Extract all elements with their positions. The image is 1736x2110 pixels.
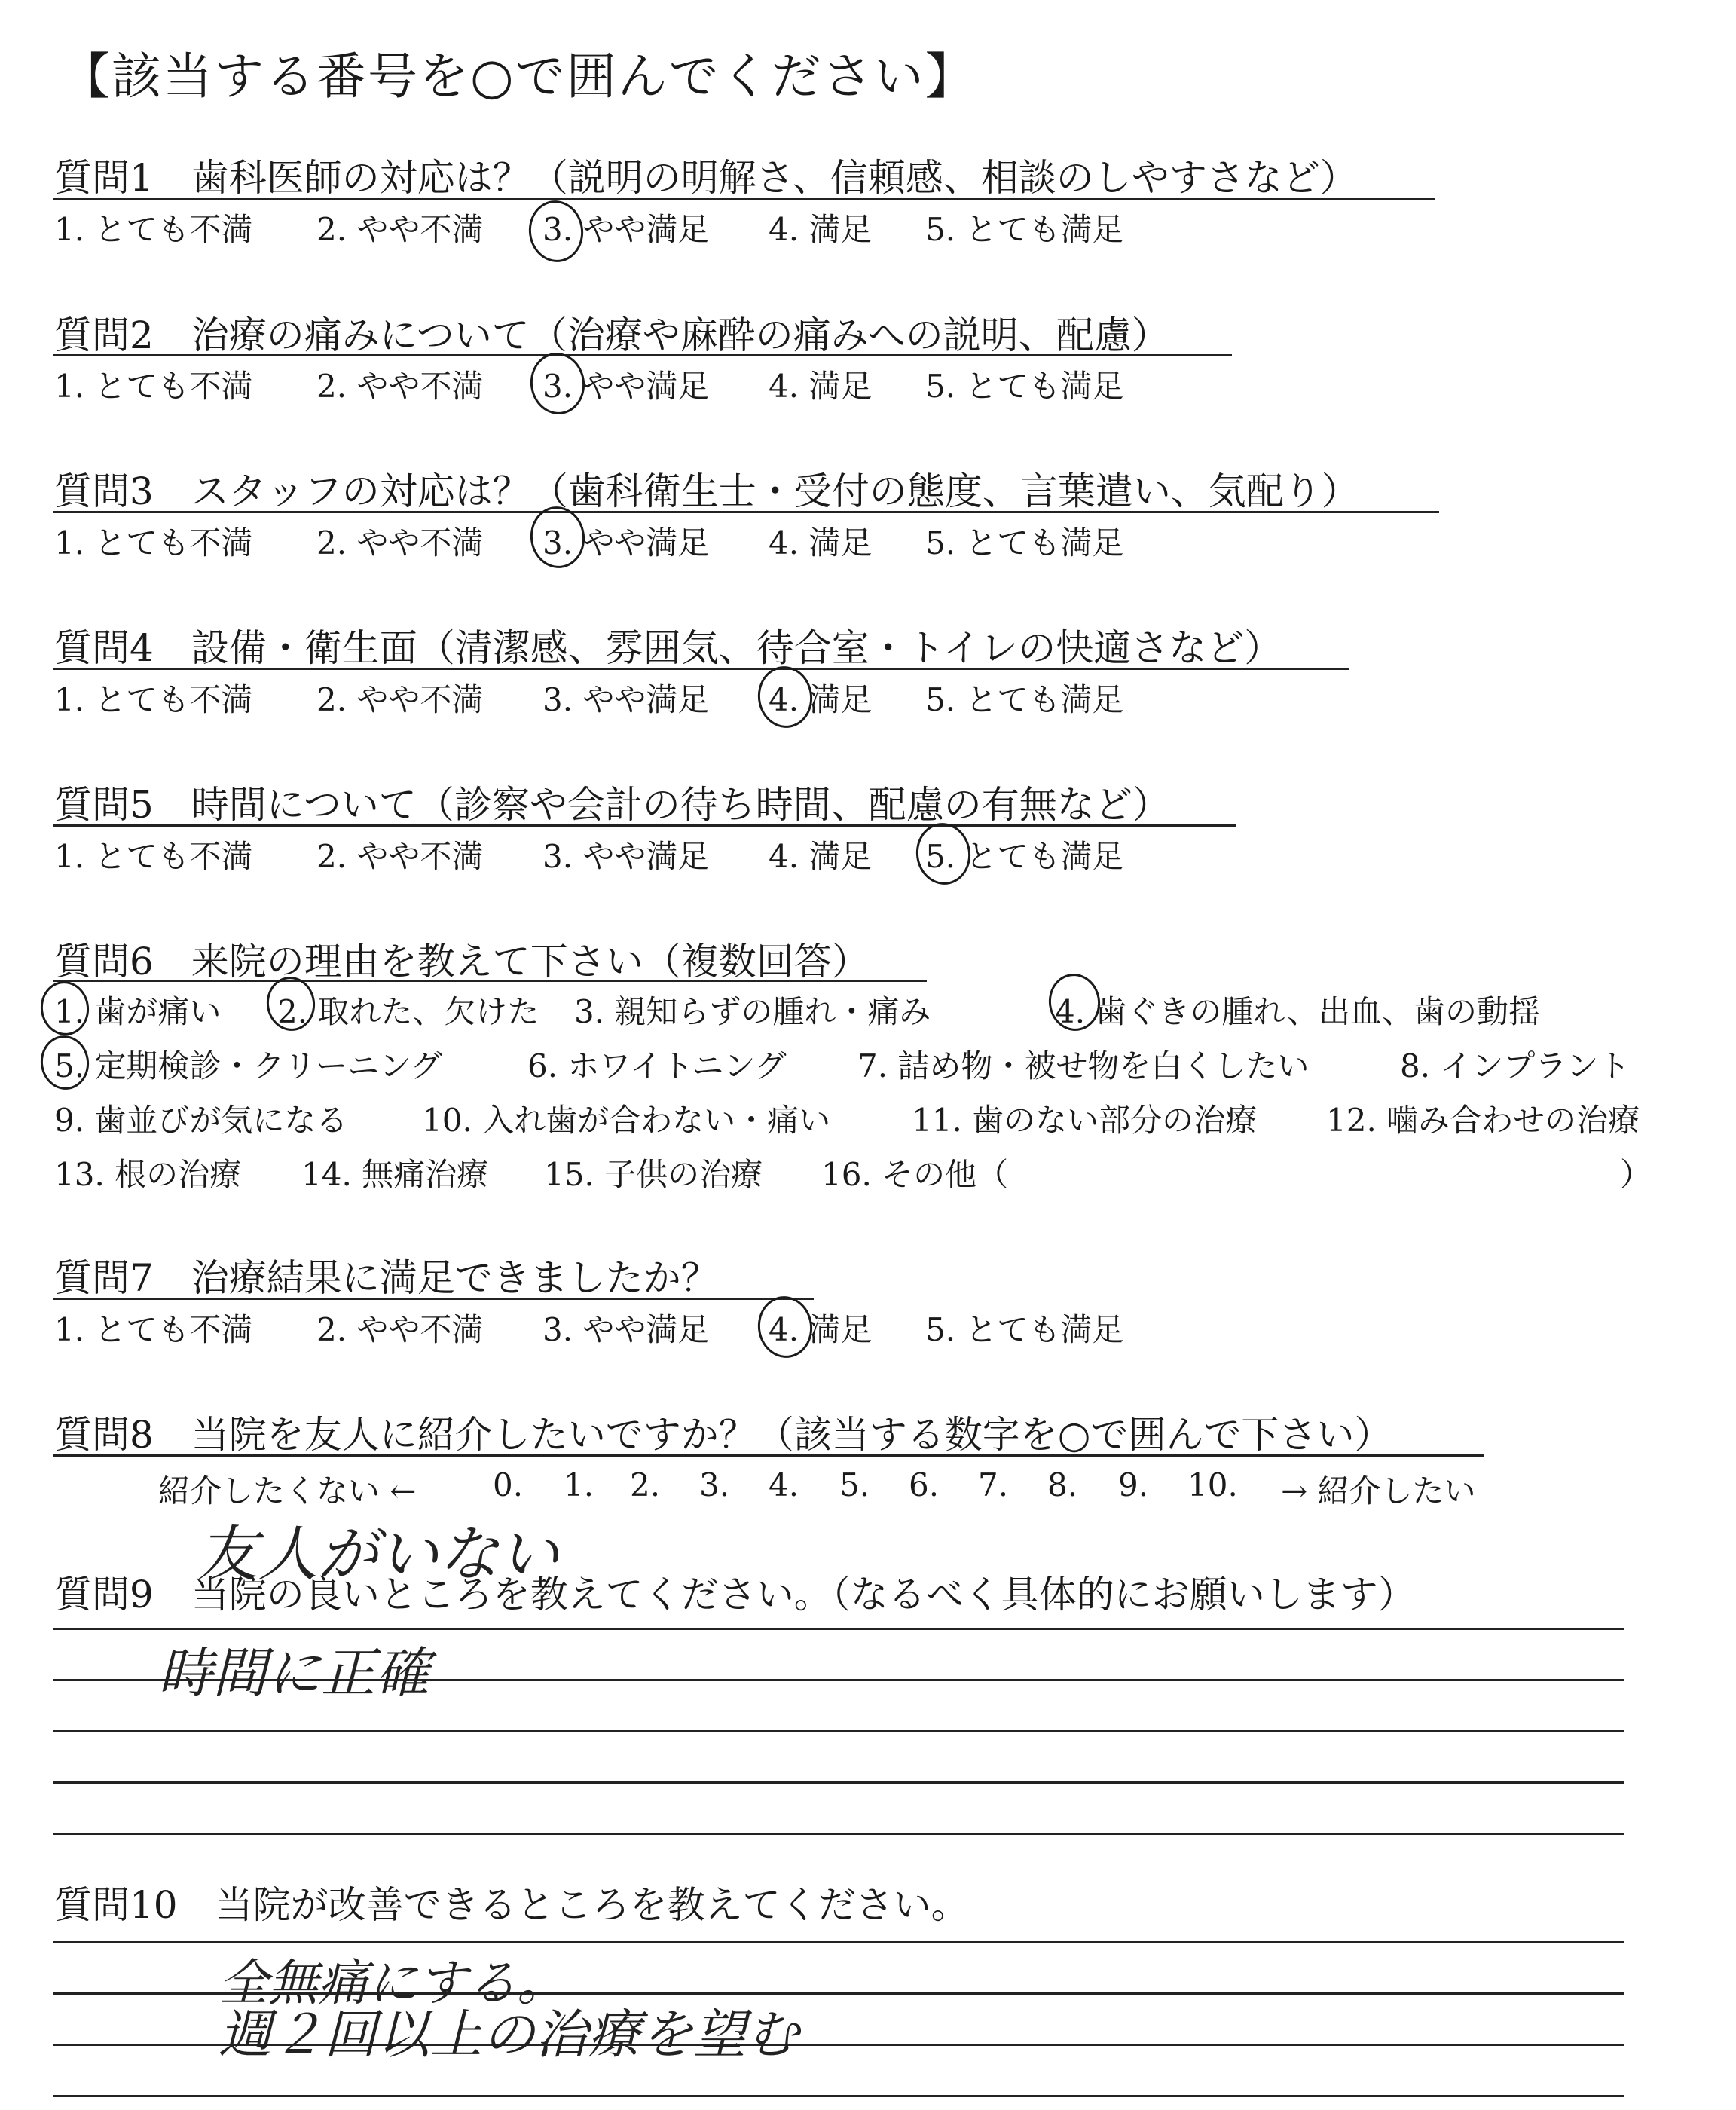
q4-option-3[interactable]: 3. やや満足 — [542, 681, 710, 718]
q6-option-5[interactable]: 5. 定期検診・クリーニング — [54, 1047, 442, 1084]
q7-option-3[interactable]: 3. やや満足 — [542, 1311, 710, 1348]
q3-option-5[interactable]: 5. とても満足 — [925, 524, 1124, 561]
q2-option-1[interactable]: 1. とても不満 — [54, 368, 253, 405]
q6-option-4[interactable]: 4. 歯ぐきの腫れ、出血、歯の動揺 — [1055, 993, 1540, 1030]
q10-handwritten-answer-2: 週２回以上の治療を望む — [219, 2004, 799, 2066]
q6-option-10[interactable]: 10. 入れ歯が合わない・痛い — [422, 1102, 831, 1139]
q5-option-1[interactable]: 1. とても不満 — [54, 838, 253, 875]
q6-option-12[interactable]: 12. 噛み合わせの治療 — [1326, 1102, 1640, 1139]
q8-underline — [53, 1454, 1484, 1457]
q9-handwritten-answer: 時間に正確 — [158, 1641, 430, 1705]
q7-option-1[interactable]: 1. とても不満 — [54, 1311, 253, 1348]
q8-scale-left-label: 紹介したくない ← — [158, 1472, 417, 1509]
q8-scale-8[interactable]: 8. — [1047, 1466, 1078, 1503]
q10-answer-line-3 — [53, 2044, 1624, 2046]
q1-option-5[interactable]: 5. とても満足 — [925, 211, 1124, 248]
q1-title: 質問1 歯科医師の対応は？（説明の明解さ、信頼感、相談のしやすさなど） — [54, 156, 1358, 200]
q3-option-4[interactable]: 4. 満足 — [769, 524, 873, 561]
q1-underline — [53, 198, 1435, 200]
q9-title: 質問9 当院の良いところを教えてください。（なるべく具体的にお願いします） — [54, 1573, 1416, 1616]
q2-option-3[interactable]: 3. やや満足 — [542, 368, 710, 405]
q4-selection-circle — [754, 662, 817, 731]
q6-option-7[interactable]: 7. 詰め物・被せ物を白くしたい — [857, 1047, 1310, 1084]
q9-answer-line-2 — [53, 1679, 1624, 1681]
q6-other-close-paren: ） — [1620, 1156, 1652, 1193]
q6-underline — [53, 980, 927, 982]
q10-title: 質問10 当院が改善できるところを教えてください。 — [54, 1883, 969, 1927]
q8-scale-10[interactable]: 10. — [1187, 1466, 1238, 1503]
q2-option-5[interactable]: 5. とても満足 — [925, 368, 1124, 405]
q8-scale-4[interactable]: 4. — [769, 1466, 799, 1503]
q6-option-14[interactable]: 14. 無痛治療 — [301, 1156, 489, 1193]
q8-scale-1[interactable]: 1. — [564, 1466, 594, 1503]
q7-underline — [53, 1298, 814, 1300]
q7-title: 質問7 治療結果に満足できましたか？ — [54, 1256, 719, 1300]
form-header: 【該当する番号を○で囲んでください】 — [60, 47, 976, 106]
q4-option-1[interactable]: 1. とても不満 — [54, 681, 253, 718]
q6-option-13[interactable]: 13. 根の治療 — [54, 1156, 242, 1193]
q2-selection-circle — [527, 349, 589, 417]
q2-underline — [53, 354, 1232, 356]
q2-title: 質問2 治療の痛みについて（治療や麻酔の痛みへの説明、配慮） — [54, 313, 1169, 357]
q10-answer-line-4 — [53, 2095, 1624, 2097]
q6-option-11[interactable]: 11. 歯のない部分の治療 — [912, 1102, 1258, 1139]
q4-title: 質問4 設備・衛生面（清潔感、雰囲気、待合室・トイレの快適さなど） — [54, 626, 1282, 670]
q5-option-4[interactable]: 4. 満足 — [769, 838, 873, 875]
q7-selection-circle — [754, 1292, 817, 1361]
q7-option-2[interactable]: 2. やや不満 — [316, 1311, 484, 1348]
q5-option-5[interactable]: 5. とても満足 — [925, 838, 1124, 875]
q8-scale-9[interactable]: 9. — [1118, 1466, 1149, 1503]
q5-underline — [53, 824, 1236, 827]
q6-option-2[interactable]: 2. 取れた、欠けた — [277, 993, 539, 1030]
q2-option-2[interactable]: 2. やや不満 — [316, 368, 484, 405]
q8-handwritten-note: 友人がいない — [197, 1519, 559, 1589]
q5-option-3[interactable]: 3. やや満足 — [542, 838, 710, 875]
q6-option-6[interactable]: 6. ホワイトニング — [527, 1047, 787, 1084]
q8-scale-0[interactable]: 0. — [493, 1466, 524, 1503]
q8-scale-2[interactable]: 2. — [630, 1466, 661, 1503]
q8-scale-3[interactable]: 3. — [699, 1466, 730, 1503]
q1-option-3[interactable]: 3. やや満足 — [542, 211, 710, 248]
q9-answer-line-4 — [53, 1781, 1624, 1784]
q5-selection-circle — [912, 819, 975, 888]
q8-scale-7[interactable]: 7. — [978, 1466, 1009, 1503]
q6-option-15[interactable]: 15. 子供の治療 — [544, 1156, 763, 1193]
q4-underline — [53, 668, 1349, 670]
q7-option-4[interactable]: 4. 満足 — [769, 1311, 873, 1348]
q1-option-2[interactable]: 2. やや不満 — [316, 211, 484, 248]
q4-option-2[interactable]: 2. やや不満 — [316, 681, 484, 718]
q4-option-5[interactable]: 5. とても満足 — [925, 681, 1124, 718]
q5-option-2[interactable]: 2. やや不満 — [316, 838, 484, 875]
q3-title: 質問3 スタッフの対応は？（歯科衛生士・受付の態度、言葉遣い、気配り） — [54, 469, 1359, 513]
q9-answer-line-3 — [53, 1730, 1624, 1732]
q4-option-4[interactable]: 4. 満足 — [769, 681, 873, 718]
q8-scale-6[interactable]: 6. — [909, 1466, 940, 1503]
q1-option-4[interactable]: 4. 満足 — [769, 211, 873, 248]
q6-option-9[interactable]: 9. 歯並びが気になる — [54, 1102, 348, 1139]
q6-option-1[interactable]: 1. 歯が痛い — [54, 993, 222, 1030]
q8-scale-5[interactable]: 5. — [839, 1466, 870, 1503]
q6-title: 質問6 来院の理由を教えて下さい（複数回答） — [54, 940, 870, 983]
q6-option-3[interactable]: 3. 親知らずの腫れ・痛み — [574, 993, 931, 1030]
q6-option-16[interactable]: 16. その他（ — [821, 1156, 1009, 1193]
q3-underline — [53, 511, 1439, 513]
q3-option-1[interactable]: 1. とても不満 — [54, 524, 253, 561]
q3-option-3[interactable]: 3. やや満足 — [542, 524, 710, 561]
q8-title: 質問8 当院を友人に紹介したいですか？（該当する数字を○で囲んで下さい） — [54, 1413, 1392, 1457]
q9-answer-line-5 — [53, 1833, 1624, 1835]
q1-option-1[interactable]: 1. とても不満 — [54, 211, 253, 248]
q7-option-5[interactable]: 5. とても満足 — [925, 1311, 1124, 1348]
q10-handwritten-answer-1: 全無痛にする。 — [219, 1954, 567, 2012]
q2-option-4[interactable]: 4. 満足 — [769, 368, 873, 405]
q6-option-8[interactable]: 8. インプラント — [1400, 1047, 1631, 1084]
q8-scale-right-label: → 紹介したい — [1281, 1472, 1476, 1509]
q5-title: 質問5 時間について（診察や会計の待ち時間、配慮の有無など） — [54, 783, 1170, 827]
q3-option-2[interactable]: 2. やや不満 — [316, 524, 484, 561]
